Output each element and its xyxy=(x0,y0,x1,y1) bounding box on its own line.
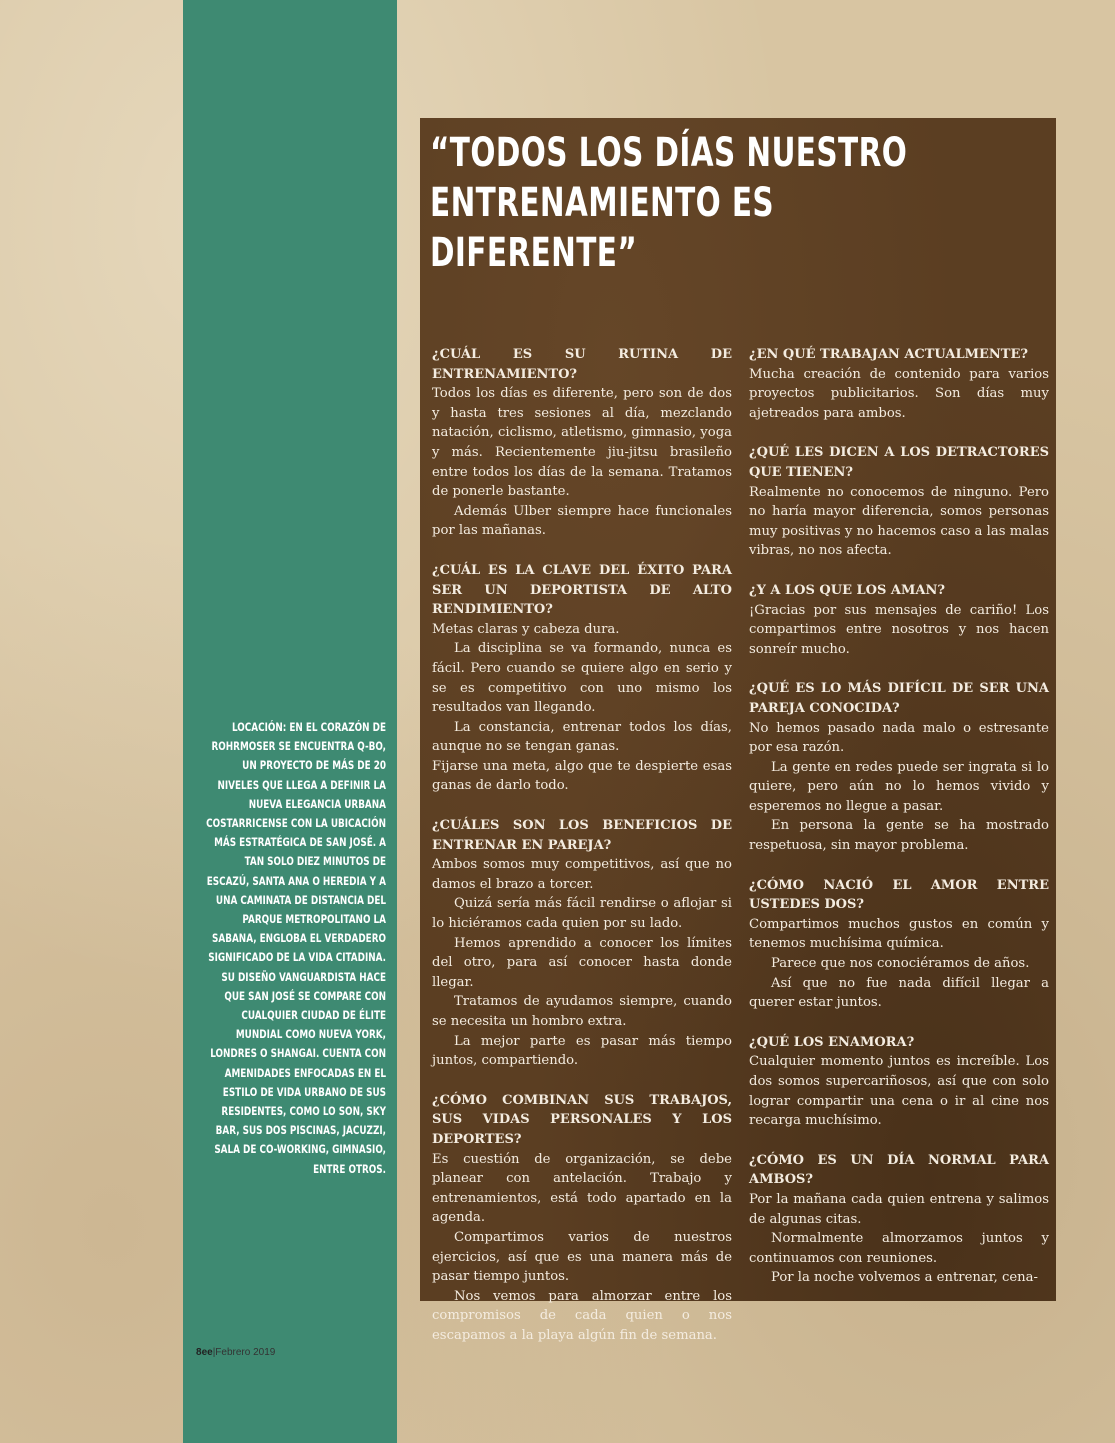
answer-paragraph: Ambos somos muy competitivos, así que no damos el brazo a torcer. xyxy=(432,857,732,892)
question: ¿CÓMO COMBINAN SUS TRABAJOS, SUS VIDAS PERSONALES Y LOS DEPORTES? xyxy=(432,1092,732,1147)
qa-block xyxy=(432,816,732,1071)
qa-block xyxy=(749,679,1049,855)
question: ¿Y A LOS QUE LOS AMAN? xyxy=(749,582,945,598)
answer-paragraph: Además Ulber siempre hace funcionales por las mañanas. xyxy=(432,503,732,539)
answer-paragraph: Cualquier momento juntos es increíble. Los dos somos supercariñosos, así que con solo lograr compartir una cena o ir al cine nos recarga muchísimo. xyxy=(749,1054,1049,1129)
qa-block xyxy=(749,345,1049,423)
question: ¿CUÁL ES SU RUTINA DE ENTRENAMIENTO? xyxy=(432,347,732,382)
answer-paragraph: La constancia, entrenar todos los días, aunque no se tengan ganas. xyxy=(432,719,732,755)
answer-paragraph: Realmente no conocemos de ninguno. Pero no haría mayor diferencia, somos personas muy positivas y no hacemos caso a las malas vibras, no nos afecta. xyxy=(749,484,1049,559)
page-number: 8 xyxy=(196,1347,202,1358)
question: ¿EN QUÉ TRABAJAN ACTUALMENTE? xyxy=(749,347,1028,362)
qa-block xyxy=(432,561,732,796)
right-column xyxy=(749,345,1049,1308)
answer-paragraph: Fijarse una meta, algo que te despierte esas ganas de darlo todo. xyxy=(432,758,732,794)
answer-paragraph: La disciplina se va formando, nunca es fácil. Pero cuando se quiere algo en serio y se es competitivo con uno mismo los resultados van llegando. xyxy=(432,641,732,716)
answer-paragraph: Por la mañana cada quien entrena y salimos de algunas citas. xyxy=(749,1191,1049,1227)
answer-paragraph: Metas claras y cabeza dura. xyxy=(432,621,620,637)
issue-date: Febrero 2019 xyxy=(215,1347,276,1358)
answer-paragraph: Por la noche volvemos a entrenar, cena- xyxy=(771,1270,1038,1286)
headline: “TODOS LOS DÍAS NUESTRO ENTRENAMIENTO ES DIFERENTE” xyxy=(430,130,908,276)
answer-paragraph: Así que no fue nada difícil llegar a querer estar juntos. xyxy=(749,975,1049,1011)
answer-paragraph: Hemos aprendido a conocer los límites del otro, para así conocer hasta donde llegar. xyxy=(432,935,732,990)
magazine-brand: ee xyxy=(201,1347,213,1358)
question: ¿QUÉ ES LO MÁS DIFÍCIL DE SER UNA PAREJA CONOCIDA? xyxy=(749,681,1049,716)
left-column xyxy=(432,345,732,1366)
qa-block xyxy=(749,443,1049,561)
answer-paragraph: No hemos pasado nada malo o estresante por esa razón. xyxy=(749,720,1049,756)
qa-block xyxy=(749,1033,1049,1131)
qa-block xyxy=(749,581,1049,659)
location-sidebar: LOCACIÓN: EN EL CORAZÓN DE ROHRMOSER SE ENCUENTRA Q-BO, UN PROYECTO DE MÁS DE 20 NIVELES QUE LLEGA A DEFINIR LA NUEVA ELEGANCIA URBANA COSTARRICENSE CON LA UBICACIÓN MÁS ESTRATÉGICA DE SAN JOSÉ. A TAN SOLO DIEZ MINUTOS DE ESCAZÚ, SANTA ANA O HEREDIA Y A UNA CAMINATA DE DISTANCIA DEL PARQUE METROPOLITANO LA SABANA, ENGLOBA EL VERDADERO SIGNIFICADO DE LA VIDA CITADINA. SU DISEÑO VANGUARDISTA HACE QUE SAN JOSÉ SE COMPARE CON CUALQUIER CIUDAD DE ÉLITE MUNDIAL COMO NUEVA YORK, LONDRES O SHANGAI. CUENTA CON AMENIDADES ENFOCADAS EN EL ESTILO DE VIDA URBANO DE SUS RESIDENTES, COMO LO SON, SKY BAR, SUS DOS PISCINAS, JACUZZI, SALA DE CO-WORKING, GIMNASIO, ENTRE OTROS. xyxy=(206,720,386,1176)
page-folio: 8ee|Febrero 2019 xyxy=(196,1347,276,1358)
answer-paragraph: Compartimos varios de nuestros ejercicios, así que es una manera más de pasar tiempo juntos. xyxy=(432,1229,732,1285)
question: ¿CUÁL ES LA CLAVE DEL ÉXITO PARA SER UN DEPORTISTA DE ALTO RENDIMIENTO? xyxy=(432,562,732,618)
answer-paragraph: Es cuestión de organización, se debe planear con antelación. Trabajo y entrenamientos, está todo apartado en la agenda. xyxy=(432,1151,732,1226)
answer-paragraph: Normalmente almorzamos juntos y continuamos con reuniones. xyxy=(749,1231,1049,1266)
answer-paragraph: Todos los días es diferente, pero son de dos y hasta tres sesiones al día, mezclando natación, ciclismo, atletismo, gimnasio, yoga y más. Recientemente jiu-jitsu brasileño entre todos los días de la semana. Tratamos de ponerle bastante. xyxy=(432,386,732,500)
qa-block xyxy=(749,876,1049,1013)
answer-paragraph: Mucha creación de contenido para varios proyectos publicitarios. Son días muy ajetreados para ambos. xyxy=(749,366,1049,421)
question: ¿QUÉ LES DICEN A LOS DETRACTORES QUE TIENEN? xyxy=(749,445,1049,480)
question: ¿CÓMO NACIÓ EL AMOR ENTRE USTEDES DOS? xyxy=(749,877,1049,913)
qa-block xyxy=(432,345,732,541)
answer-paragraph: Parece que nos conociéramos de años. xyxy=(771,956,1030,972)
question: ¿QUÉ LOS ENAMORA? xyxy=(749,1034,915,1050)
answer-paragraph: La gente en redes puede ser ingrata si lo quiere, pero aún no lo hemos vivido y esperemos no llegue a pasar. xyxy=(749,759,1049,814)
qa-block xyxy=(432,1091,732,1346)
qa-block xyxy=(749,1151,1049,1288)
answer-paragraph: ¡Gracias por sus mensajes de cariño! Los compartimos entre nosotros y nos hacen sonreír mucho. xyxy=(749,602,1049,657)
question: ¿CÓMO ES UN DÍA NORMAL PARA AMBOS? xyxy=(749,1152,1049,1188)
answer-paragraph: Compartimos muchos gustos en común y tenemos muchísima química. xyxy=(749,916,1049,952)
answer-paragraph: En persona la gente se ha mostrado respetuosa, sin mayor problema. xyxy=(749,818,1049,854)
answer-paragraph: Quizá sería más fácil rendirse o aflojar si lo hiciéramos cada quien por su lado. xyxy=(432,896,732,932)
answer-paragraph: Nos vemos para almorzar entre los compromisos de cada quien o nos escapamos a la playa algún fin de semana. xyxy=(432,1288,732,1343)
answer-paragraph: La mejor parte es pasar más tiempo juntos, compartiendo. xyxy=(432,1033,732,1069)
question: ¿CUÁLES SON LOS BENEFICIOS DE ENTRENAR EN PAREJA? xyxy=(432,818,732,853)
answer-paragraph: Tratamos de ayudamos siempre, cuando se necesita un hombro extra. xyxy=(432,994,732,1029)
